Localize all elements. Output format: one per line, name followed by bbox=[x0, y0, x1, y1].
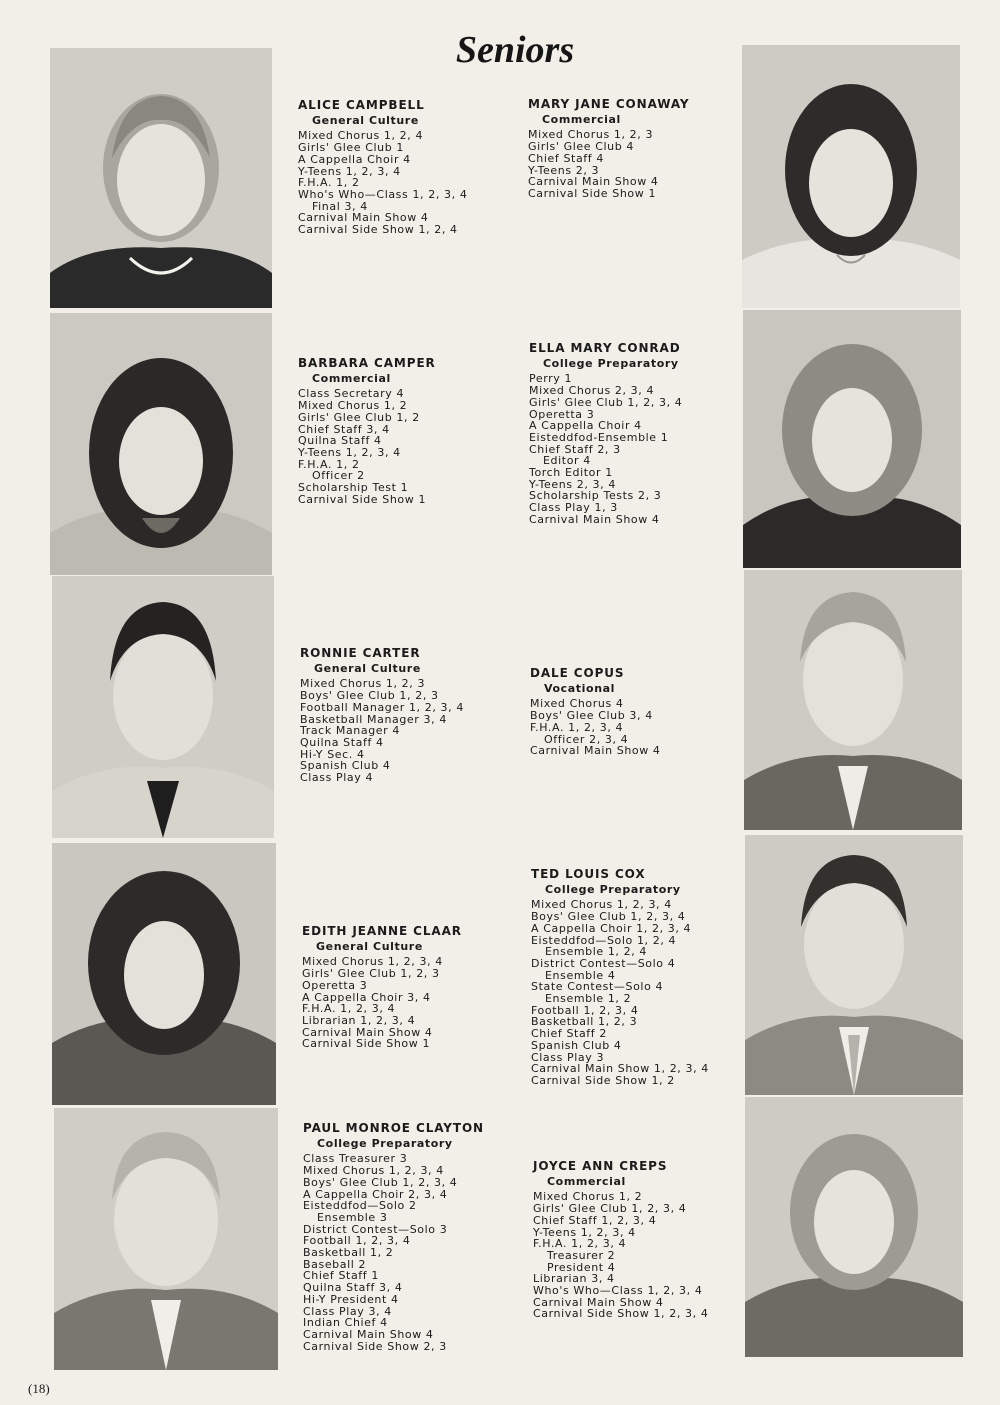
activity-line: Basketball 1, 2 bbox=[303, 1246, 394, 1260]
activity-line: Mixed Chorus 1, 2, 3 bbox=[528, 128, 654, 142]
photo-dale-copus bbox=[744, 570, 962, 830]
activity-line: Boys' Glee Club 1, 2, 3, 4 bbox=[531, 910, 686, 924]
activity-line: Girls' Glee Club 1, 2 bbox=[298, 410, 420, 424]
entry-paul-monroe-clayton bbox=[303, 1123, 484, 1352]
activity-line: Girls' Glee Club 1, 2, 3, 4 bbox=[529, 395, 683, 409]
student-name: DALE COPUS bbox=[530, 666, 625, 680]
entry-joyce-ann-creps bbox=[533, 1161, 708, 1320]
activity-line: Y-Teens 2, 3, 4 bbox=[529, 477, 616, 491]
activity-line: A Cappella Choir 2, 3, 4 bbox=[303, 1187, 448, 1201]
activity-line: Mixed Chorus 1, 2 bbox=[533, 1190, 643, 1204]
activity-line: Hi-Y President 4 bbox=[303, 1292, 399, 1306]
student-name: ELLA MARY CONRAD bbox=[529, 341, 681, 355]
activity-line: A Cappella Choir 4 bbox=[298, 152, 411, 166]
activity-line: A Cappella Choir 3, 4 bbox=[302, 990, 431, 1004]
activity-line: Class Play 1, 3 bbox=[529, 501, 618, 515]
photo-alice-campbell bbox=[50, 48, 272, 308]
activity-line: Carnival Main Show 4 bbox=[302, 1025, 433, 1039]
activity-line: Editor 4 bbox=[543, 454, 591, 468]
activity-line: Football Manager 1, 2, 3, 4 bbox=[300, 700, 464, 714]
activity-line: Ensemble 4 bbox=[545, 968, 616, 982]
student-course: General Culture bbox=[314, 661, 421, 675]
activity-line: District Contest—Solo 4 bbox=[531, 956, 676, 970]
activity-line: Ensemble 1, 2 bbox=[545, 992, 632, 1006]
activity-line: Officer 2, 3, 4 bbox=[544, 732, 629, 746]
student-name: JOYCE ANN CREPS bbox=[533, 1159, 668, 1173]
photo-ted-louis-cox bbox=[745, 835, 963, 1095]
activity-line: F.H.A. 1, 2 bbox=[298, 176, 360, 190]
activity-line: Operetta 3 bbox=[302, 978, 368, 992]
student-course: General Culture bbox=[316, 939, 423, 953]
entry-ted-louis-cox bbox=[531, 869, 709, 1087]
student-course: College Preparatory bbox=[543, 356, 679, 370]
activity-line: Torch Editor 1 bbox=[529, 466, 613, 480]
activity-line: Final 3, 4 bbox=[312, 199, 368, 213]
activity-line: F.H.A. 1, 2, 3, 4 bbox=[302, 1002, 396, 1016]
activity-line: F.H.A. 1, 2, 3, 4 bbox=[533, 1237, 627, 1251]
activity-line: Carnival Main Show 4 bbox=[530, 744, 661, 758]
student-name: BARBARA CAMPER bbox=[298, 356, 436, 370]
activity-line: President 4 bbox=[547, 1260, 616, 1274]
activity-line: Who's Who—Class 1, 2, 3, 4 bbox=[298, 187, 468, 201]
student-course: Vocational bbox=[544, 681, 616, 695]
activity-line: Carnival Side Show 1, 2, 4 bbox=[298, 223, 458, 237]
activity-line: Scholarship Tests 2, 3 bbox=[529, 489, 662, 503]
photo-joyce-ann-creps bbox=[745, 1097, 963, 1357]
activity-line: Mixed Chorus 1, 2, 3, 4 bbox=[303, 1164, 444, 1178]
activity-line: Carnival Main Show 4 bbox=[529, 512, 660, 526]
activity-line: Mixed Chorus 1, 2, 3, 4 bbox=[531, 898, 672, 912]
activity-line: F.H.A. 1, 2 bbox=[298, 457, 360, 471]
activity-line: Class Secretary 4 bbox=[298, 387, 405, 401]
activity-line: Carnival Side Show 1 bbox=[528, 186, 657, 200]
activity-line: F.H.A. 1, 2, 3, 4 bbox=[530, 720, 624, 734]
student-name: MARY JANE CONAWAY bbox=[528, 97, 690, 111]
activity-line: Chief Staff 1, 2, 3, 4 bbox=[533, 1213, 657, 1227]
activity-line: Mixed Chorus 1, 2, 3, 4 bbox=[302, 955, 443, 969]
page-number: (18) bbox=[28, 1381, 50, 1396]
activity-line: Y-Teens 1, 2, 3, 4 bbox=[298, 445, 401, 459]
activity-line: Football 1, 2, 3, 4 bbox=[531, 1003, 639, 1017]
activity-line: Class Play 4 bbox=[300, 771, 374, 785]
activity-line: Quilna Staff 4 bbox=[298, 434, 382, 448]
student-course: General Culture bbox=[312, 113, 419, 127]
activity-line: Girls' Glee Club 4 bbox=[528, 140, 635, 154]
activity-line: A Cappella Choir 4 bbox=[529, 419, 642, 433]
activity-line: State Contest—Solo 4 bbox=[531, 980, 664, 994]
entry-alice-campbell bbox=[298, 100, 467, 236]
activity-line: Eisteddfod-Ensemble 1 bbox=[529, 430, 669, 444]
activity-line: Mixed Chorus 1, 2, 4 bbox=[298, 129, 424, 143]
activity-line: Treasurer 2 bbox=[547, 1248, 616, 1262]
activity-line: Girls' Glee Club 1 bbox=[298, 141, 405, 155]
activity-line: Carnival Side Show 2, 3 bbox=[303, 1339, 447, 1353]
entry-dale-copus bbox=[530, 668, 661, 757]
activity-line: Boys' Glee Club 3, 4 bbox=[530, 709, 653, 723]
activity-line: Scholarship Test 1 bbox=[298, 481, 409, 495]
page-title: Seniors bbox=[455, 29, 575, 71]
entry-mary-jane-conaway bbox=[528, 99, 689, 200]
activity-line: Librarian 1, 2, 3, 4 bbox=[302, 1013, 416, 1027]
activity-line: Girls' Glee Club 1, 2, 3, 4 bbox=[533, 1202, 687, 1216]
activity-line: Chief Staff 3, 4 bbox=[298, 422, 390, 436]
activity-line: Baseball 2 bbox=[303, 1257, 367, 1271]
entry-ronnie-carter bbox=[300, 648, 464, 784]
activity-line: Carnival Main Show 1, 2, 3, 4 bbox=[531, 1062, 709, 1076]
student-name: TED LOUIS COX bbox=[531, 867, 646, 881]
activity-line: Ensemble 3 bbox=[317, 1210, 388, 1224]
activity-line: Chief Staff 1 bbox=[303, 1269, 379, 1283]
activity-line: Class Treasurer 3 bbox=[303, 1152, 408, 1166]
activity-line: Carnival Side Show 1 bbox=[302, 1037, 431, 1051]
activity-line: Carnival Main Show 4 bbox=[303, 1327, 434, 1341]
activity-line: Quilna Staff 3, 4 bbox=[303, 1281, 403, 1295]
student-name: ALICE CAMPBELL bbox=[298, 98, 425, 112]
student-course: Commercial bbox=[547, 1174, 626, 1188]
photo-mary-jane-conaway bbox=[742, 45, 960, 308]
student-name: PAUL MONROE CLAYTON bbox=[303, 1121, 484, 1135]
activity-line: Football 1, 2, 3, 4 bbox=[303, 1234, 411, 1248]
activity-line: District Contest—Solo 3 bbox=[303, 1222, 448, 1236]
student-course: College Preparatory bbox=[545, 882, 681, 896]
student-course: College Preparatory bbox=[317, 1136, 453, 1150]
activity-line: Carnival Side Show 1, 2 bbox=[531, 1073, 675, 1087]
activity-line: Chief Staff 2, 3 bbox=[529, 442, 621, 456]
activity-line: Mixed Chorus 4 bbox=[530, 697, 624, 711]
activity-line: Y-Teens 1, 2, 3, 4 bbox=[298, 164, 401, 178]
activity-line: Spanish Club 4 bbox=[531, 1038, 622, 1052]
entry-edith-jeanne-claar bbox=[302, 926, 462, 1050]
activity-line: A Cappella Choir 1, 2, 3, 4 bbox=[531, 921, 692, 935]
student-name: RONNIE CARTER bbox=[300, 646, 421, 660]
entry-ella-mary-conrad bbox=[529, 343, 682, 526]
activity-line: Officer 2 bbox=[312, 469, 365, 483]
student-name: EDITH JEANNE CLAAR bbox=[302, 924, 462, 938]
activity-line: Indian Chief 4 bbox=[303, 1316, 388, 1330]
activity-line: Basketball Manager 3, 4 bbox=[300, 712, 447, 726]
activity-line: Mixed Chorus 1, 2 bbox=[298, 399, 408, 413]
photo-barbara-camper bbox=[50, 313, 272, 575]
photo-ella-mary-conrad bbox=[743, 310, 961, 568]
activity-line: Hi-Y Sec. 4 bbox=[300, 747, 365, 761]
activity-line: Carnival Side Show 1, 2, 3, 4 bbox=[533, 1307, 709, 1321]
activity-line: Quilna Staff 4 bbox=[300, 735, 384, 749]
student-course: Commercial bbox=[542, 112, 621, 126]
activity-line: Chief Staff 4 bbox=[528, 151, 604, 165]
activity-line: Class Play 3, 4 bbox=[303, 1304, 392, 1318]
activity-line: Boys' Glee Club 1, 2, 3, 4 bbox=[303, 1175, 458, 1189]
activity-line: Mixed Chorus 2, 3, 4 bbox=[529, 384, 655, 398]
activity-line: Eisteddfod—Solo 2 bbox=[303, 1199, 417, 1213]
activity-line: Perry 1 bbox=[529, 372, 573, 386]
activity-line: Track Manager 4 bbox=[300, 724, 400, 738]
activity-line: Y-Teens 1, 2, 3, 4 bbox=[533, 1225, 636, 1239]
activity-line: Girls' Glee Club 1, 2, 3 bbox=[302, 967, 440, 981]
activity-line: Carnival Side Show 1 bbox=[298, 492, 427, 506]
activity-line: Chief Staff 2 bbox=[531, 1027, 607, 1041]
activity-line: Boys' Glee Club 1, 2, 3 bbox=[300, 689, 439, 703]
photo-paul-monroe-clayton bbox=[54, 1108, 278, 1370]
activity-line: Basketball 1, 2, 3 bbox=[531, 1015, 638, 1029]
activity-line: Operetta 3 bbox=[529, 407, 595, 421]
activity-line: Carnival Main Show 4 bbox=[528, 175, 659, 189]
activity-line: Class Play 3 bbox=[531, 1050, 605, 1064]
activity-line: Eisteddfod—Solo 1, 2, 4 bbox=[531, 933, 677, 947]
activity-line: Y-Teens 2, 3 bbox=[528, 163, 600, 177]
activity-line: Carnival Main Show 4 bbox=[533, 1295, 664, 1309]
activity-line: Who's Who—Class 1, 2, 3, 4 bbox=[533, 1284, 703, 1298]
activity-line: Mixed Chorus 1, 2, 3 bbox=[300, 677, 426, 691]
student-course: Commercial bbox=[312, 371, 391, 385]
entry-barbara-camper bbox=[298, 358, 436, 505]
activity-line: Librarian 3, 4 bbox=[533, 1272, 615, 1286]
activity-line: Spanish Club 4 bbox=[300, 759, 391, 773]
photo-ronnie-carter bbox=[52, 576, 274, 838]
activity-line: Carnival Main Show 4 bbox=[298, 211, 429, 225]
photo-edith-jeanne-claar bbox=[52, 843, 276, 1105]
activity-line: Ensemble 1, 2, 4 bbox=[545, 945, 648, 959]
